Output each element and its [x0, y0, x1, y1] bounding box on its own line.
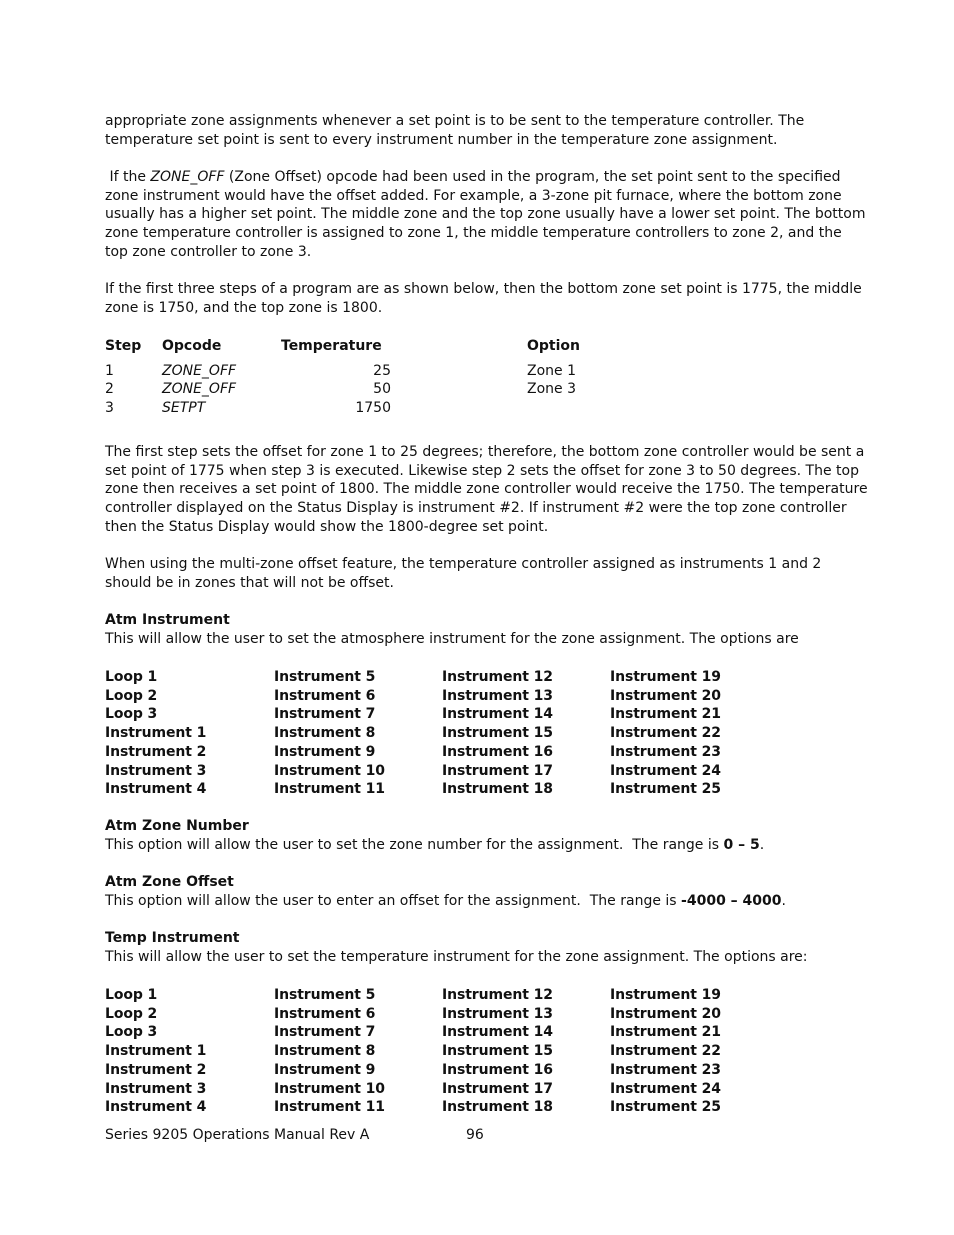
page-number: 96 [466, 1127, 484, 1143]
section-heading-atm-zone-offset: Atm Zone Offset [105, 874, 234, 890]
option-item: Instrument 9 [274, 1061, 376, 1078]
option-item: Instrument 16 [442, 1061, 553, 1078]
paragraph-line: then the Status Display would show the 1800-degree set point. [105, 519, 549, 535]
table-header-option: Option [527, 338, 580, 354]
option-item: Instrument 1 [105, 1043, 207, 1060]
option-item: Instrument 14 [442, 706, 553, 723]
text-span: This option will allow the user to set the zone number for the assignment. The range is [105, 837, 724, 853]
option-item: Instrument 20 [610, 687, 721, 704]
option-item: Instrument 13 [442, 687, 553, 704]
option-item: Loop 3 [105, 706, 158, 723]
option-item: Instrument 10 [274, 762, 385, 779]
option-item: Instrument 2 [105, 743, 207, 760]
table-header-temperature: Temperature [281, 338, 382, 354]
option-item: Instrument 16 [442, 743, 553, 760]
table-cell-opcode: SETPT [162, 400, 206, 416]
paragraph-line [105, 168, 841, 187]
option-item: Instrument 1 [105, 725, 207, 742]
table-cell-option: Zone 3 [527, 381, 576, 397]
option-item: Instrument 4 [105, 1099, 207, 1116]
option-item: Instrument 17 [442, 762, 553, 779]
section-text: This will allow the user to set the temperature instrument for the zone assignment. The options are: [105, 949, 808, 965]
paragraph-line: zone temperature controller is assigned to zone 1, the middle temperature controllers to zone 2, and the [105, 225, 842, 241]
paragraph-line: If the first three steps of a program are as shown below, then the bottom zone set point is 1775, the middle [105, 281, 862, 297]
table-cell-opcode: ZONE_OFF [162, 363, 237, 379]
option-item: Loop 3 [105, 1024, 158, 1041]
section-heading-atm-zone-number: Atm Zone Number [105, 818, 249, 834]
option-item: Instrument 12 [442, 987, 553, 1003]
option-item: Instrument 10 [274, 1080, 385, 1097]
option-item: Instrument 13 [442, 1005, 553, 1022]
text-span: This option will allow the user to enter an offset for the assignment. The range is [105, 893, 682, 909]
paragraph-line: usually has a higher set point. The middle zone and the top zone usually have a lower set point. The bottom [105, 206, 866, 222]
option-item: Instrument 8 [274, 1043, 376, 1060]
option-item: Instrument 17 [442, 1080, 553, 1097]
option-item: Loop 2 [105, 1005, 158, 1022]
option-item: Instrument 18 [442, 781, 553, 798]
text-span: . [759, 837, 765, 853]
option-item: Instrument 19 [610, 669, 721, 685]
table-cell-step: 1 [105, 363, 114, 379]
option-item: Loop 2 [105, 687, 158, 704]
paragraph-line: zone is 1750, and the top zone is 1800. [105, 300, 383, 316]
option-item: Instrument 24 [610, 762, 721, 779]
option-item: Instrument 21 [610, 706, 721, 723]
opcode-name: ZONE_OFF [150, 169, 225, 185]
option-item: Instrument 4 [105, 781, 207, 798]
option-item: Instrument 3 [105, 1080, 207, 1097]
option-item: Instrument 6 [274, 687, 376, 704]
option-item: Instrument 19 [610, 987, 721, 1003]
option-item: Instrument 20 [610, 1005, 721, 1022]
option-item: Instrument 7 [274, 1024, 376, 1041]
paragraph-line: set point of 1775 when step 3 is executed. Likewise step 2 sets the offset for zone 3 to 50 degrees. The top [105, 463, 859, 479]
text-span: . [781, 893, 786, 909]
range-value: -4000 – 4000 [681, 893, 782, 909]
option-item: Instrument 15 [442, 725, 553, 742]
option-item: Instrument 22 [610, 725, 721, 742]
paragraph-line: zone instrument would have the offset added. For example, a 3-zone pit furnace, where the bottom zone [105, 188, 842, 204]
option-item: Instrument 14 [442, 1024, 553, 1041]
option-item: Instrument 3 [105, 762, 207, 779]
text-span: (Zone Offset) opcode had been used in the program, the set point sent to the specified [224, 169, 841, 185]
section-text [105, 836, 764, 855]
table-header-step: Step [105, 338, 142, 354]
option-item: Instrument 8 [274, 725, 376, 742]
option-item: Instrument 11 [274, 781, 385, 798]
section-heading-atm-instrument: Atm Instrument [105, 612, 230, 628]
option-item: Loop 1 [105, 669, 158, 685]
option-item: Instrument 24 [610, 1080, 721, 1097]
section-heading-temp-instrument: Temp Instrument [105, 930, 240, 946]
table-cell-temperature: 50 [373, 381, 391, 397]
option-item: Instrument 25 [610, 1099, 721, 1116]
option-item: Instrument 5 [274, 669, 376, 685]
table-cell-option: Zone 1 [527, 363, 576, 379]
option-item: Instrument 21 [610, 1024, 721, 1041]
range-value: 0 – 5 [723, 837, 760, 853]
paragraph-line: top zone controller to zone 3. [105, 244, 312, 260]
option-item: Loop 1 [105, 987, 158, 1003]
paragraph-line: zone then receives a set point of 1800. The middle zone controller would receive the 1750. The temperature [105, 481, 868, 497]
option-item: Instrument 23 [610, 1061, 721, 1078]
option-item: Instrument 22 [610, 1043, 721, 1060]
option-item: Instrument 5 [274, 987, 376, 1003]
paragraph-line: The first step sets the offset for zone 1 to 25 degrees; therefore, the bottom zone controller would be sent a [105, 444, 865, 460]
paragraph-line: should be in zones that will not be offset. [105, 575, 394, 591]
table-header-opcode: Opcode [162, 338, 222, 354]
table-cell-opcode: ZONE_OFF [162, 381, 237, 397]
option-item: Instrument 9 [274, 743, 376, 760]
table-cell-step: 3 [105, 400, 114, 416]
option-item: Instrument 11 [274, 1099, 385, 1116]
table-cell-temperature: 1750 [355, 400, 391, 416]
option-item: Instrument 12 [442, 669, 553, 685]
text-span: If the [105, 169, 151, 185]
paragraph-line: appropriate zone assignments whenever a set point is to be sent to the temperature controller. The [105, 113, 805, 129]
option-item: Instrument 23 [610, 743, 721, 760]
option-item: Instrument 18 [442, 1099, 553, 1116]
section-text: This will allow the user to set the atmosphere instrument for the zone assignment. The options are [105, 631, 799, 647]
option-item: Instrument 2 [105, 1061, 207, 1078]
table-cell-step: 2 [105, 381, 114, 397]
paragraph-line: controller displayed on the Status Display is instrument #2. If instrument #2 were the top zone controller [105, 500, 847, 516]
option-item: Instrument 7 [274, 706, 376, 723]
option-item: Instrument 6 [274, 1005, 376, 1022]
option-item: Instrument 25 [610, 781, 721, 798]
table-cell-temperature: 25 [373, 363, 391, 379]
paragraph-line: When using the multi-zone offset feature, the temperature controller assigned as instruments 1 and 2 [105, 556, 822, 572]
footer-title: Series 9205 Operations Manual Rev A [105, 1127, 370, 1143]
paragraph-line: temperature set point is sent to every instrument number in the temperature zone assignment. [105, 132, 778, 148]
option-item: Instrument 15 [442, 1043, 553, 1060]
section-text [105, 892, 786, 911]
